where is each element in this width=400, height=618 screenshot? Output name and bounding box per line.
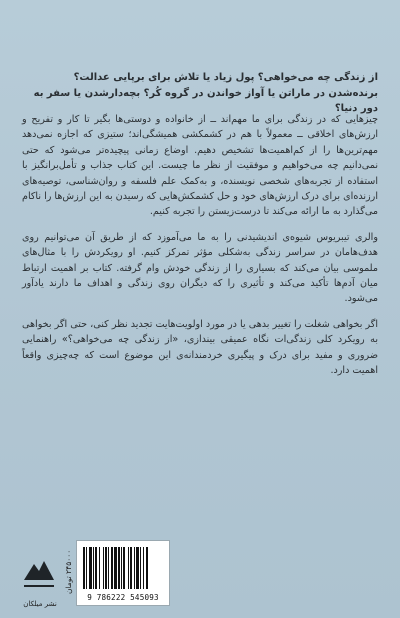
footer (0, 528, 400, 618)
barcode-digits: 9 786222 545093 (87, 593, 159, 602)
paragraph-2: والری تیبریوس شیوه‌ی اندیشیدنی را به ما می‌آموزد که از طریق آن می‌توانیم روی هدف‌هامان در سراسر زندگی به‌شکلی مؤثر تمرکز کنیم. او رویکردش را با مثال‌های ملموسی بیان می‌کند که بسیاری را از زندگی خودش وام گرفته. کتاب بر اهمیت ارتباط میان آدم‌ها تأکید می‌کند و تأثیری را که دیگران روی زندگی و اهداف ما دارند یادآور می‌شود. (22, 231, 378, 305)
barcode (76, 540, 170, 606)
price: ۲۴۵۰۰۰ تومان (64, 549, 73, 595)
paragraph-1: چیزهایی که در زندگی برای ما مهم‌اند ــ از خانواده و دوستی‌ها بگیر تا کار و تفریح و ارزش‌های اخلاقی ــ معمولاً با هم در کشمکشی همیشگی‌اند؛ ستیزی که اجازه نمی‌دهد مهم‌ترین‌ها را از کم‌اهمیت‌ها تشخیص دهیم. اوضاع زمانی پیچیده‌تر می‌شود که حتی نمی‌دانیم چه می‌خواهیم و موفقیت از نظر ما چیست. این کتاب جذاب و تأمل‌برانگیز با استفاده از تجربه‌های شخصی نویسنده، و به‌کمک علم فلسفه و روان‌شناسی، توصیه‌های ارزنده‌ای برای درک ارزش‌های خود و حل کشمکش‌هایی که رسیدن به این ارزش‌ها را ناکام می‌گذارد به ما ارائه می‌کند تا درست‌زیستن را تجربه کنیم. (22, 114, 378, 218)
barcode-bars (83, 547, 163, 589)
question-line-1: از زندگی چه می‌خواهی؟ پول زیاد یا تلاش برای برپایی عدالت؟ (73, 72, 378, 83)
intro-questions (22, 70, 378, 117)
question-line-2: برنده‌شدن در ماراتن یا آواز خواندن در گروه کُر؟ بچه‌دارشدن یا سفر به دور دنیا؟ (33, 87, 378, 115)
paragraph-3: اگر بخواهی شغلت را تغییر بدهی یا در مورد اولویت‌هایت تجدید نظر کنی، حتی اگر بخواهی به رویکرد کلی زندگی‌ات نگاه عمیقی بیندازی، «از زندگی چه می‌خواهی؟» راهنمایی ضروری و مفید برای درک و پیگیری خردمندانه‌ی این موضوع است که چه‌چیزی واقعاً اهمیت دارد. (22, 318, 378, 377)
mountain-logo-icon (22, 552, 56, 592)
publisher-name: نشر میلکان (23, 600, 57, 608)
description (22, 112, 378, 389)
